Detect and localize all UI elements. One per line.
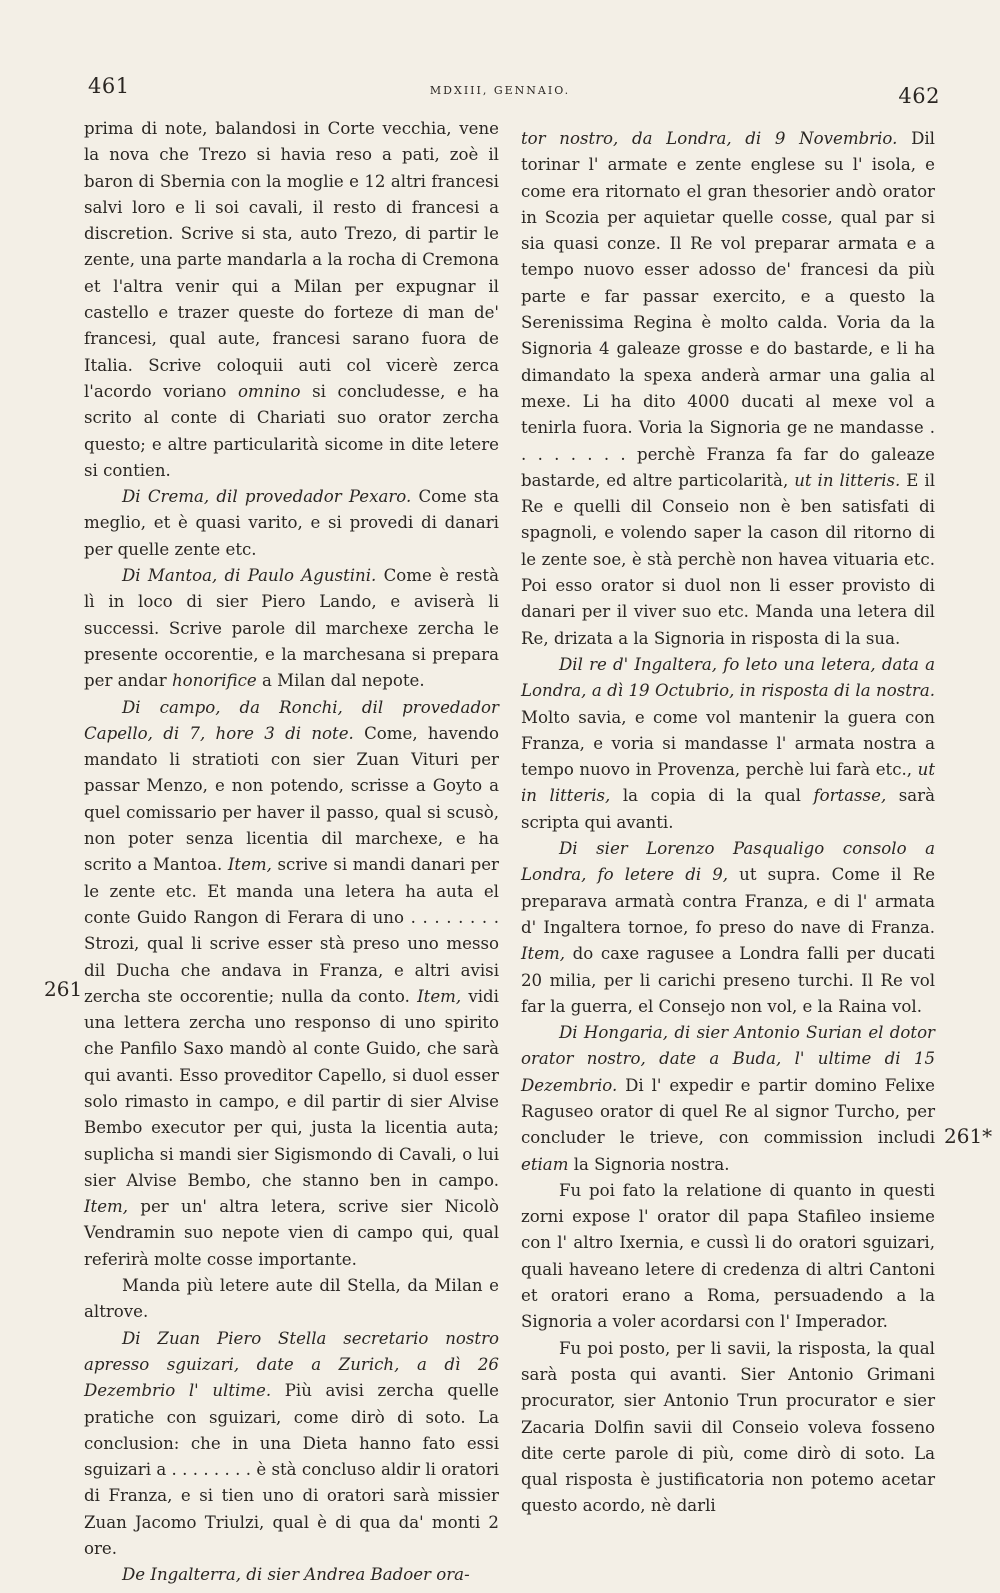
paragraph: Fu poi fato la relatione di quanto in questi zorni expose l' orator dil papa Stafileo insieme con l' altro Ixernia, e cussì li do oratori sguizari, quali haveano letere di credenza di altri Cantoni et oratori erano a Roma, persuadendo a la Signoria a voler acordarsi con l' Imperador. [521,1180,935,1332]
paragraph: prima di note, balandosi in Corte vecchia, vene la nova che Trezo si havia reso a pati, zoè il baron di Sbernia con la moglie e 12 altri francesi salvi loro e li soi cavali, il resto di francesi a discretion. Scrive si sta, auto Trezo, di partir le zente, una parte mandarla a la rocha di Cremona et l'altra venir qui a Milan per expugnar il castello e trazer queste do forteze di man de' francesi, qual aute, francesi sarano fuora de Italia. Scrive coloquii auti col vicerè zerca l'acordo voriano omnino si concludesse, e ha scrito al conte di Chariati suo orator zercha questo; e altre particularità sicome in dite letere si contien. [84,119,499,480]
paragraph: Di Hongaria, di sier Antonio Surian el dotor orator nostro, date a Buda, l' ultime di 15 Dezembrio. Di l' expedir e partir domino Felixe Raguseo orator di quel Re al signor Turcho, per concluder le trieve, con commission includi etiam la Signoria nostra. [521,1023,935,1174]
left-column [84,116,499,1589]
paragraph: Di Zuan Piero Stella secretario nostro apresso sguizari, date a Zurich, a dì 26 Dezembrio l' ultime. Più avisi zercha quelle pratiche con sguizari, come dirò di soto. La conclusion: che in una Dieta hanno fato essi sguizari a . . . . . . . . è stà concluso aldir li oratori di Franza, e si tien uno di oratori sarà missier Zuan Jacomo Triulzi, qual è di qua da' monti 2 ore. [84,1328,499,1559]
right-margin-number: 261* [944,1124,993,1148]
left-margin-number: 261 [44,977,83,1001]
right-column [521,126,935,1520]
left-page-number: 461 [88,74,130,98]
paragraph: Di sier Lorenzo Pasqualigo consolo a Londra, fo letere di 9, ut supra. Come il Re preparava armatà contra Franza, e di l' armata d' Ingaltera tornoe, fo preso do nave di Franza. Item, do caxe ragusee a Londra falli per ducati 20 milia, per li carichi preseno turchi. Il Re vol far la guerra, el Consejo non vol, e la Raina vol. [521,839,936,1016]
running-title: MDXIII, GENNAIO. [429,84,571,97]
paragraph: De Ingalterra, di sier Andrea Badoer ora- [122,1565,470,1585]
paragraph: Di campo, da Ronchi, dil provedador Capello, di 7, hore 3 di note. Come, havendo mandato li stratioti con sier Zuan Vituri per passar Menzo, e non potendo, scrisse a Goyto a quel comissario per haver il passo, qual si scusò, non poter senza licentia dil marchexe, e ha scrito a Mantoa. Item, scrive si mandi danari per le zente etc. Et manda una letera ha auta el conte Guido Rangon di Ferara di uno . . . . . . . . Strozi, qual li scrive esser stà preso uno messo dil Ducha che andava in Franza, e altri avisi zercha ste occorentie; nulla da conto. Item, vidi una lettera zercha uno responso di uno spirito che Panfilo Saxo mandò al conte Guido, che sarà qui avanti. Esso proveditor Capello, si duol esser solo rimasto in campo, e dil partir di sier Alvise Bembo executor per qui, justa la licentia auta; suplicha si mandi sier Sigismondo di Cavali, o lui sier Alvise Bembo, che stanno ben in campo. Item, per un' altra letera, scrive sier Nicolò Vendramin suo nepote vien di campo qui, qual referirà molte cosse importante. [84,697,499,1269]
paragraph: Fu poi posto, per li savii, la risposta, la qual sarà posta qui avanti. Sier Antonio Grimani procurator, sier Antonio Trun procurator e sier Zacaria Dolfin savii dil Conseio voleva fosseno dite certe parole di più, come dirò di soto. La qual risposta è justificatoria non potemo acetar questo acordo, nè darli [521,1338,935,1516]
paragraph: Di Crema, dil provedador Pexaro. Come sta meglio, et è quasi varito, e si provedi di danari per quelle zente etc. [84,487,499,559]
paragraph: tor nostro, da Londra, di 9 Novembrio. Dil torinar l' armate e zente englese su l' isola, e come era ritornato el gran thesorier andò orator in Scozia per aquietar quelle cosse, qual par si sia quasi conze. Il Re vol preparar armata e a tempo nuovo esser adosso de' francesi da più parte e far passar exercito, e a questo la Serenissima Regina è molto calda. Voria da la Signoria 4 galeaze grosse e do bastarde, e li ha dimandato la spexa anderà armar una galia al mexe. Li ha dito 4000 ducati al mexe vol a tenirla fuora. Voria la Signoria ge ne mandasse . . . . . . . . perchè Franza fa far do galeaze bastarde, ed altre particolarità, ut in litteris. E il Re e quelli dil Conseio non è ben satisfati di spagnoli, e volendo saper la cason dil ritorno di le zente soe, è stà perchè non havea vituaria etc. Poi esso orator si duol non li esser provisto di danari per il viver suo etc. Manda una letera dil Re, drizata a la Signoria in risposta di la sua. [521,129,935,648]
paragraph: Manda più letere aute dil Stella, da Milan e altrove. [84,1276,499,1322]
paragraph: Di Mantoa, di Paulo Agustini. Come è restà lì in loco di sier Piero Lando, e aviserà li successi. Scrive parole dil marchexe zercha le presente occorentie, e la marchesana si prepara per andar honorifice a Milan dal nepote. [84,566,499,691]
right-page-number: 462 [898,84,940,108]
paragraph: Dil re d' Ingaltera, fo leto una letera, data a Londra, a dì 19 Octubrio, in risposta di la nostra. Molto savia, e come vol mantenir la guera con Franza, e voria si mandasse l' armata nostra a tempo nuovo in Provenza, perchè lui farà etc., ut in litteris, la copia di la qual fortasse, sarà scripta qui avanti. [521,654,935,832]
